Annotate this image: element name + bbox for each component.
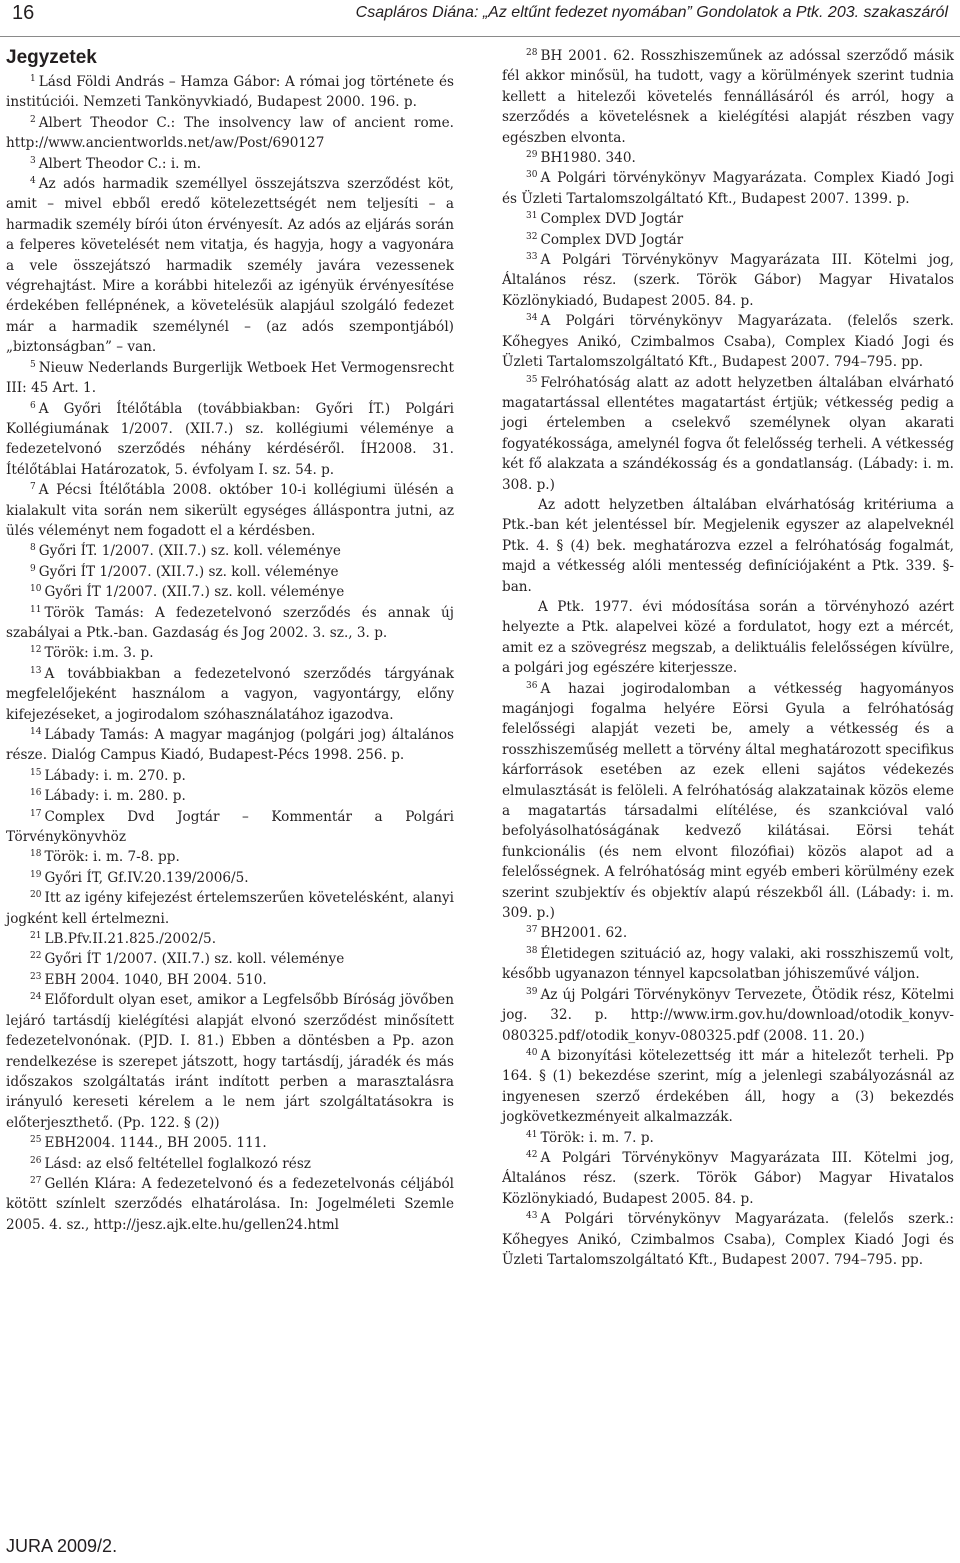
footnote-text: A bizonyítási kötelezettség itt már a hitelezőt terheli. Pp 164. § (1) bekezdése szerint, míg a jelenlegi szabályozásnál az ingyenesen szerző érdekében áll, hogy a (3) bekezdés jogkövetkezményeit alkalmazzák. bbox=[502, 1047, 954, 1126]
footnote-text: Életidegen szituáció az, hogy valaki, aki rosszhiszemű volt, később ugyanazon ténnyel kapcsolatban jóhiszeművé váljon. bbox=[502, 945, 954, 983]
footnote-number: 10 bbox=[30, 584, 42, 595]
footnote-text: Albert Theodor C.: i. m. bbox=[38, 155, 202, 172]
footnote-text: Nieuw Nederlands Burgerlijk Wetboek Het Vermogensrecht III: 45 Art. 1. bbox=[6, 359, 454, 397]
footnote-number: 43 bbox=[526, 1211, 538, 1222]
footnote-text: Lábady: i. m. 280. p. bbox=[44, 788, 186, 805]
footnote-text: Complex DVD Jogtár bbox=[540, 211, 684, 228]
footnote-text: BH2001. 62. bbox=[540, 925, 628, 942]
footnote bbox=[6, 888, 454, 929]
footnote-text: Török: i. m. 7. p. bbox=[540, 1129, 654, 1146]
footnote-text: A Polgári Törvénykönyv Magyarázata III. Kötelmi jog, Általános rész. (szerk. Török Gábor) Magyar Hivatalos Közlönykiadó, Budapest 2005. 84. p. bbox=[502, 1149, 954, 1207]
footnote bbox=[6, 480, 454, 541]
footnote-number: 28 bbox=[526, 48, 538, 58]
footnote-number: 32 bbox=[526, 231, 538, 242]
footnote bbox=[6, 399, 454, 481]
header-rule bbox=[0, 36, 960, 37]
footnote-text: Albert Theodor C.: The insolvency law of ancient rome. http://www.ancientworlds.net/aw/Post/690127 bbox=[6, 114, 454, 152]
footnote-text: LB.Pfv.II.21.825./2002/5. bbox=[44, 931, 217, 948]
footnote-number: 40 bbox=[526, 1047, 538, 1058]
footnote bbox=[502, 944, 954, 985]
footnote-text: A továbbiakban a fedezetelvonó szerződés tárgyának megfelelőjeként használom a vagyon, vagyontárgy, előny kifejezéseket, a jogirodalom szóhasználatához igazodva. bbox=[6, 665, 454, 723]
footnote-number: 5 bbox=[30, 359, 36, 370]
footnote bbox=[6, 1174, 454, 1235]
body-paragraph: A Ptk. 1977. évi módosítása során a törvényhozó azért helyezte a Ptk. alapelvei közé a fordulatot, hogy ezt a mércét, amit ez a szövegrész megszab, a deliktuális felelősségen kívülre, a polgári jog egészére kiterjessze. bbox=[502, 598, 954, 677]
footnote bbox=[502, 1046, 954, 1128]
footnote-text: Előfordult olyan eset, amikor a Legfelsőbb Bíróság jövőben lejáró tartásdíj kielégítési alapját elvonó szerződést minősített fedezetelvonónak. (PJD. I. 81.) Ebben a döntésben a Pp. azon rendelkezése is szerepet játszott, hogy tartásdíj, járadék és más időszakos szolgáltatás iránt indított perben a marasztalásra irányuló kereseti kérelem a le nem járt szolgáltatásokra is előterjeszthető. (Pp. 122. § (2)) bbox=[6, 992, 454, 1131]
footnote-text: Lábady: i. m. 270. p. bbox=[44, 767, 186, 784]
footnote bbox=[502, 311, 954, 372]
footnote-text: A Polgári törvénykönyv Magyarázata. Complex Kiadó Jogi és Üzleti Tartalomszolgáltató Kft., Budapest 2007. 1399. p. bbox=[502, 170, 954, 207]
footnote bbox=[6, 868, 454, 888]
footnote bbox=[6, 725, 454, 766]
footnote bbox=[502, 373, 954, 495]
footnote-text: Győri ÍT, Gf.IV.20.139/2006/5. bbox=[44, 869, 249, 886]
footnote-text: A Polgári törvénykönyv Magyarázata. (felelős szerk.: Kőhegyes Anikó, Czimbalmos Csaba), Complex Kiadó Jogi és Üzleti Tartalomszolgáltató Kft., Budapest 2007. 794–795. pp. bbox=[502, 1211, 954, 1268]
footnote-number: 38 bbox=[526, 945, 538, 956]
footnote-number: 21 bbox=[30, 931, 42, 942]
footnote-text: A Pécsi Ítélőtábla 2008. október 10-i kollégiumi ülésén a kialakult vita során nem sikerült egységes álláspontra jutni, az ülés véleményt nem fogadott el a kérdésben. bbox=[6, 482, 454, 539]
footnote bbox=[6, 847, 454, 867]
footnote bbox=[6, 990, 454, 1133]
footnote-text: Győri ÍT 1/2007. (XII.7.) sz. koll. véleménye bbox=[38, 563, 339, 580]
left-column bbox=[6, 46, 454, 1235]
footnote bbox=[6, 113, 454, 154]
footnote bbox=[502, 985, 954, 1046]
footnote bbox=[6, 766, 454, 786]
footnote-number: 29 bbox=[526, 150, 538, 161]
footnote bbox=[502, 148, 954, 168]
footnote-text: Lábady Tamás: A magyar magánjog (polgári jog) általános része. Dialóg Campus Kiadó, Budapest-Pécs 1998. 256. p. bbox=[6, 727, 454, 764]
right-notes-list bbox=[502, 46, 954, 1270]
footnote-number: 8 bbox=[30, 543, 36, 554]
footnote-text: Győri ÍT 1/2007. (XII.7.) sz. koll. véleménye bbox=[44, 951, 345, 968]
footnote bbox=[502, 230, 954, 250]
footnote-number: 17 bbox=[30, 808, 42, 819]
footnote-number: 2 bbox=[30, 114, 36, 125]
footnote bbox=[6, 929, 454, 949]
footnote-number: 20 bbox=[30, 890, 42, 901]
footnote bbox=[6, 358, 454, 399]
footnote-number: 4 bbox=[30, 176, 36, 187]
footnote bbox=[6, 807, 454, 848]
footnote-number: 34 bbox=[526, 313, 538, 324]
footnote-number: 13 bbox=[30, 665, 42, 676]
footnote-number: 19 bbox=[30, 869, 42, 880]
footnote-number: 26 bbox=[30, 1155, 42, 1166]
footnote bbox=[6, 643, 454, 663]
footnote-number: 1 bbox=[30, 74, 36, 84]
footnote-number: 35 bbox=[526, 374, 538, 385]
footnote-number: 37 bbox=[526, 925, 538, 936]
footnote-text: Győri ÍT. 1/2007. (XII.7.) sz. koll. véleménye bbox=[38, 543, 341, 560]
footnote-text: Török: i.m. 3. p. bbox=[44, 645, 154, 662]
footnote bbox=[6, 72, 454, 113]
footnote-text: Gellén Klára: A fedezetelvonó és a fedezetelvonás céljából kötött színlelt szerződés elhatárolása. In: Jogelméleti Szemle 2005. 4. sz., http://jesz.ajk.elte.hu/gellen24.html bbox=[6, 1175, 454, 1233]
footnote-text: EBH 2004. 1040, BH 2004. 510. bbox=[44, 971, 267, 988]
footnote-number: 6 bbox=[30, 400, 36, 411]
footnote bbox=[502, 923, 954, 943]
footnote-number: 25 bbox=[30, 1135, 42, 1146]
footnote-number: 12 bbox=[30, 645, 42, 656]
left-notes-list bbox=[6, 72, 454, 1235]
footnote-number: 7 bbox=[30, 482, 36, 493]
body-paragraph: Az adott helyzetben általában elvárhatóság kritériuma a Ptk.-ban két jelentéssel bír. Megjelenik egyszer az alapelveknél Ptk. 4. § (4) bek. meghatározva ezzel a felróhatóság fogalmát, majd a vétkesség alóli mentesség definíciójaként a Ptk. 339. §-ban. bbox=[502, 496, 954, 595]
footnote-number: 30 bbox=[526, 170, 538, 181]
footnote bbox=[502, 168, 954, 209]
footnote bbox=[6, 1154, 454, 1174]
footnote bbox=[6, 541, 454, 561]
notes-title: Jegyzetek bbox=[6, 47, 97, 68]
running-head: Csapláros Diána: „Az eltűnt fedezet nyomában” Gondolatok a Ptk. 203. szakaszáról bbox=[355, 4, 948, 21]
footnote bbox=[502, 250, 954, 311]
footnote-text: Felróhatóság alatt az adott helyzetben általában elvárható magatartással ellentétes magatartást értjük; vétkesség pedig a jogi értelemben a cselekvő személynek olyan akarati fogyatékossága, amelynél fogva őt felelősség terheli. A vétkesség két fő alakzata a szándékosság és a gondatlanság. (Lábady: i. m. 308. p.) bbox=[502, 374, 954, 493]
footnote bbox=[502, 209, 954, 229]
footnote-number: 11 bbox=[30, 604, 42, 615]
footnote bbox=[6, 1133, 454, 1153]
footnote bbox=[502, 1128, 954, 1148]
footnote-text: Complex Dvd Jogtár – Kommentár a Polgári Törvénykönyvhöz bbox=[6, 808, 454, 846]
footnote-number: 42 bbox=[526, 1149, 538, 1160]
footnote-text: Török Tamás: A fedezetelvonó szerződés és annak új szabályai a Ptk.-ban. Gazdaság és Jog 2002. 3. sz., 3. p. bbox=[6, 604, 454, 641]
footnote-number: 36 bbox=[526, 680, 538, 691]
footnote-number: 31 bbox=[526, 211, 538, 222]
footnote-number: 16 bbox=[30, 788, 42, 799]
footnote-text: BH 2001. 62. Rosszhiszeműnek az adóssal szerződő másik fél akkor minősül, ha tudott, vagy a körülmények szerint tudnia kellett a hitelezői követelés fennállásáról és arról, hogy a szerződés a követelésnek a kielégítési alapját részben vagy egészben elvonta. bbox=[502, 48, 954, 146]
footnote-text: A Győri Ítélőtábla (továbbiakban: Győri ÍT.) Polgári Kollégiumának 1/2007. (XII.7.) sz. kollégiumi véleménye a fedezetelvonó szerződés néhány kérdéséről. ÍH2008. 31. Ítélőtáblai Határozatok, 5. évfolyam I. sz. 54. p. bbox=[6, 400, 454, 478]
footnote-number: 24 bbox=[30, 992, 42, 1003]
footnote-text: A Polgári Törvénykönyv Magyarázata III. Kötelmi jog, Általános rész. (szerk. Török Gábor) Magyar Hivatalos Közlönykiadó, Budapest 2005. 84. p. bbox=[502, 252, 954, 309]
footnote bbox=[6, 154, 454, 174]
footnote-text: Complex DVD Jogtár bbox=[540, 231, 684, 248]
footnote-number: 15 bbox=[30, 767, 42, 778]
footnote-text: Török: i. m. 7-8. pp. bbox=[44, 849, 180, 866]
journal-footer: JURA 2009/2. bbox=[6, 1536, 118, 1556]
footnote bbox=[502, 46, 954, 148]
footnote-text: BH1980. 340. bbox=[540, 150, 636, 167]
footnote-number: 23 bbox=[30, 971, 42, 982]
footnote bbox=[6, 786, 454, 806]
page-number: 16 bbox=[12, 2, 35, 24]
footnote bbox=[6, 174, 454, 358]
footnote bbox=[6, 949, 454, 969]
footnote-text: Lásd Földi András – Hamza Gábor: A római jog története és institúciói. Nemzeti Tankönyvkiadó, Budapest 2000. 196. p. bbox=[6, 74, 454, 111]
footnote bbox=[6, 664, 454, 725]
footnote-number: 22 bbox=[30, 951, 42, 962]
footnote-text: Győri ÍT 1/2007. (XII.7.) sz. koll. véleménye bbox=[44, 584, 345, 601]
footnote-text: Itt az igény kifejezést értelemszerűen követelésként, alanyi jogként kell értelmezni. bbox=[6, 890, 454, 927]
footnote-number: 33 bbox=[526, 252, 538, 263]
footnote-text: EBH2004. 1144., BH 2005. 111. bbox=[44, 1135, 267, 1152]
footnote-number: 14 bbox=[30, 727, 42, 737]
footnote-number: 3 bbox=[30, 155, 36, 166]
footnote-number: 9 bbox=[30, 563, 36, 574]
footnote-text: Lásd: az első feltétellel foglalkozó rész bbox=[44, 1155, 311, 1172]
footnote bbox=[502, 679, 954, 924]
footnote-text: A Polgári törvénykönyv Magyarázata. (felelős szerk. Kőhegyes Anikó, Czimbalmos Csaba), Complex Kiadó Jogi és Üzleti Tartalomszolgáltató Kft., Budapest 2007. 794–795. pp. bbox=[502, 313, 954, 371]
right-column bbox=[502, 46, 954, 1270]
footnote bbox=[6, 970, 454, 990]
footnote bbox=[6, 562, 454, 582]
footnote bbox=[502, 1148, 954, 1209]
footnote-text: Az új Polgári Törvénykönyv Tervezete, Ötödik rész, Kötelmi jog. 32. p. http://www.irm.gov.hu/download/otodik_konyv-080325.pdf/otodik_konyv-080325.pdf (2008. 11. 20.) bbox=[502, 986, 954, 1044]
footnote bbox=[6, 603, 454, 644]
footnote-number: 18 bbox=[30, 849, 42, 860]
footnote-number: 41 bbox=[526, 1129, 538, 1140]
footnote-number: 39 bbox=[526, 986, 538, 997]
footnote bbox=[6, 582, 454, 602]
footnote bbox=[502, 1209, 954, 1270]
footnote-text: A hazai jogirodalomban a vétkesség hagyományos magánjogi fogalma helyére Eörsi Gyula a felróhatóság felelősségi alapját vezeti be, amely a vétkesség és a rosszhiszeműség mellett a törvény által meghatározott specifikus kárforrások esetében az ezek elleni sajátos védekezés elmulasztását is felöleli. A felróhatóság alakzatainak közös eleme a magatartás társadalmi elítélése, és szankcióval való befolyásolhatóságának kedvező kilátásai. Eörsi tehát funkcionális (és nem elvont filozófiai) közös alapot ad a felelősségnek. A felróhatóság mint egyéb emberi körülmény ezek szerint szubjektív és objektív alapú részekből áll. (Lábady: i. m. 309. p.) bbox=[502, 680, 954, 922]
footnote-text: Az adós harmadik személlyel összejátszva szerződést köt, amit – mivel ebből eredő kötelezettségét nem teljesíti – a harmadik személy bírói úton érvényesít. Az adós az eljárás során a felperes követelését nem vitatja, és hagyja, hogy a vagyonára a vele összejátszó harmadik személy javára vezessenek végrehajtást. Mire a korábbi hitelezői az igényük érvényesítése érdekében fellépnének, a követelésük alapjául szolgáló fedezet már a harmadik személynél – (az adós szempontjából) „biztonságban” – van. bbox=[6, 176, 454, 356]
footnote-number: 27 bbox=[30, 1175, 42, 1186]
